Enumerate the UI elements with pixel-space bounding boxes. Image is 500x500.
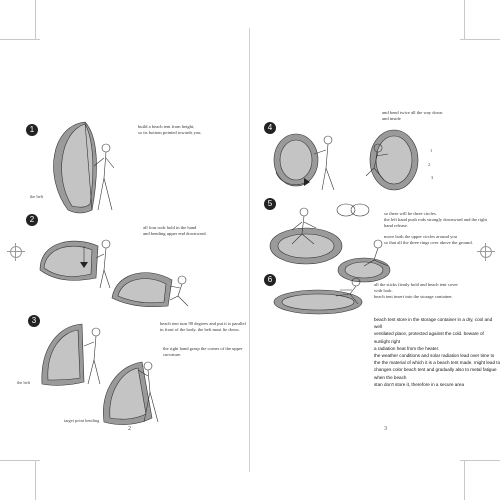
care-note-line: sunlight right: [374, 338, 401, 344]
care-notes: [374, 316, 500, 388]
crop-mark: [464, 460, 465, 500]
crop-mark: [460, 39, 500, 40]
step-2-badge: 2: [26, 214, 38, 226]
step-3-text: beach tent turn 90 degrees and put it is parallel in front of the body. the belt must lie down.: [160, 321, 246, 332]
step-5-extra-text: move both the upper circles around you so that all the three rings over above the ground.: [384, 234, 473, 245]
care-note-line: when the beach: [374, 374, 407, 380]
step-4-illustration-a: [266, 124, 356, 194]
step-3-badge: 3: [28, 315, 40, 327]
step-3-extra-text: the right hand grasp the corner of the upper curvature.: [163, 346, 243, 357]
care-note-line: changes color beach tent and gradually also to metal fatigue: [374, 367, 497, 373]
step-2-illustration-a: [36, 230, 116, 290]
registration-mark-icon: [10, 246, 22, 258]
callout-1: 1: [430, 148, 433, 153]
step-4-badge: 4: [264, 122, 276, 134]
care-note-line: a radiation heat from the heater.: [374, 345, 440, 351]
step-4-illustration-b: [346, 124, 426, 194]
crop-mark: [464, 0, 465, 40]
step-5-text: so there will be three circles. the left hand push rods strongly downward and the right hand release.: [384, 211, 487, 228]
crop-mark: [35, 0, 36, 40]
callout-2: 2: [428, 162, 431, 167]
crop-mark: [35, 460, 36, 500]
care-note-line: the the material of which it is a beach tent made. might lead to: [374, 360, 500, 366]
crop-mark: [0, 39, 40, 40]
step-5-badge: 5: [264, 198, 276, 210]
step-6-text: all the sticks firmly hold and beach tent cover with look. beach tent insert into the storage container.: [374, 282, 458, 299]
care-note-line: well: [374, 324, 382, 330]
belt-label-3: the belt: [17, 380, 31, 385]
step-6-badge: 6: [264, 274, 276, 286]
step-6-illustration: [266, 268, 376, 318]
step-3-illustration-b: [96, 352, 176, 432]
target-point-label: target point bending: [64, 418, 100, 423]
care-note-line: the weather conditions and solar radiation lead over time to: [374, 353, 495, 359]
care-note-line: beach tent store in the storage container in a dry, cool and: [374, 317, 493, 322]
callout-3: 3: [431, 175, 434, 180]
step-2-illustration-b: [108, 262, 198, 312]
crop-mark: [460, 460, 500, 461]
care-note-line: stan don't store it, therefore in a secure area: [374, 381, 464, 387]
step-4-text: and bend twice all the way down and inside: [382, 110, 443, 121]
crop-mark: [0, 460, 40, 461]
care-note-line: ventilated place, protected against the cold. beware of: [374, 331, 484, 337]
page-number-right: 3: [384, 426, 387, 432]
step-2-text: all four rods hold in the hand and bending upper end downward.: [143, 225, 207, 236]
step-1-badge: 1: [26, 124, 38, 136]
page-number-left: 2: [128, 426, 131, 432]
step-1-text: build a beach tent from height, so its bottom pointed towards you.: [138, 124, 202, 135]
step-1-illustration: [40, 118, 140, 218]
registration-mark-icon: [480, 246, 492, 258]
right-page: [250, 0, 500, 500]
belt-label-1: the belt: [30, 194, 44, 199]
